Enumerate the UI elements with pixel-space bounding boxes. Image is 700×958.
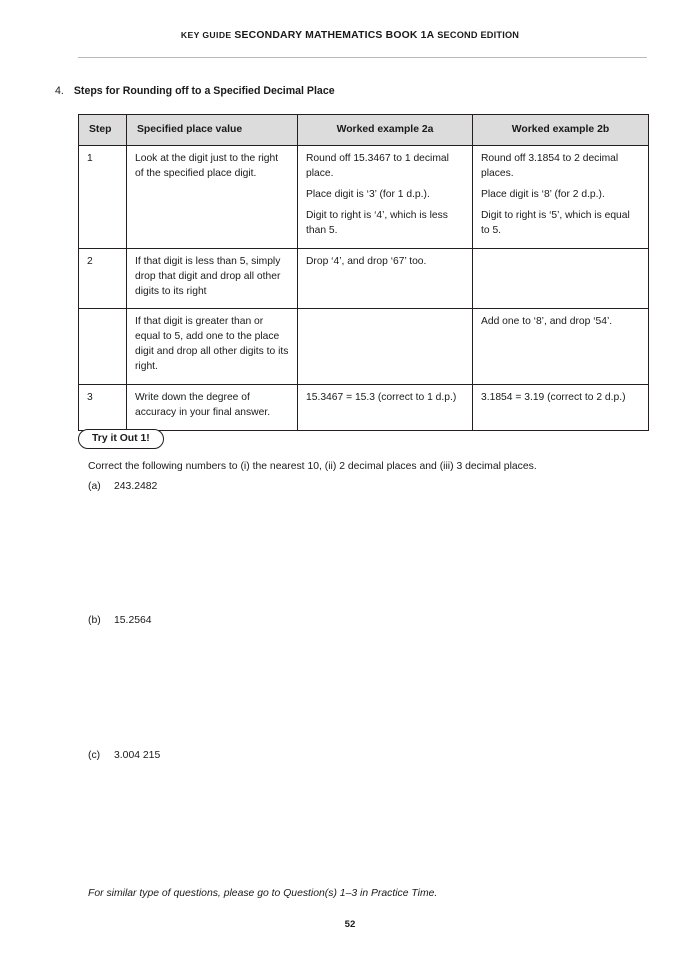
column-header-place-value: Specified place value [127,115,298,146]
table-row [79,309,649,385]
table-row [79,385,649,431]
question-label: (a) [88,481,101,492]
cell-text: Round off 3.1854 to 2 decimal places. [481,153,619,179]
cell-text: Look at the digit just to the right of the specified place digit. [135,153,279,179]
question-label: (b) [88,615,101,626]
cell-text: Digit to right is ‘5’, which is equal to 5. [481,209,630,236]
column-header-example-2b: Worked example 2b [473,115,649,146]
cell-text: Drop ‘4’, and drop ‘67’ too. [306,255,427,267]
cell-text: Place digit is ‘8’ (for 2 d.p.). [481,188,605,200]
cell-example-2a [298,385,473,431]
cell-step: 2 [79,248,127,309]
question-item-a [88,481,157,492]
cell-place-value [127,385,298,431]
question-item-c [88,750,160,761]
cell-example-2b [473,309,649,385]
cell-step: 1 [79,146,127,249]
cell-step: 3 [79,385,127,431]
cell-text: If that digit is greater than or equal to 5, add one to the place digit and drop all other digits to its right. [135,316,289,373]
running-head-main: SECONDARY MATHEMATICS BOOK 1A [234,30,435,41]
cell-text: Add one to ‘8’, and drop ‘54’. [481,316,613,328]
question-item-b [88,615,152,626]
question-text: 243.2482 [114,481,158,492]
cell-text: Digit to right is ‘4’, which is less than 5. [306,209,448,236]
column-header-example-2a: Worked example 2a [298,115,473,146]
steps-table [78,114,649,431]
cell-place-value [127,146,298,249]
cell-example-2b [473,146,649,249]
cell-example-2a [298,309,473,385]
page-number: 52 [344,919,356,930]
section-number: 4. [55,85,64,97]
table-row [79,146,649,249]
cell-text: If that digit is less than 5, simply drop that digit and drop all other digits to its right [135,255,281,297]
header-divider [78,57,647,58]
cell-example-2a [298,146,473,249]
running-head-prefix: KEY GUIDE [180,30,232,40]
section-title: Steps for Rounding off to a Specified Decimal Place [73,85,335,97]
question-text: 3.004 215 [114,750,161,761]
try-it-out-instruction: Correct the following numbers to (i) the nearest 10, (ii) 2 decimal places and (iii) 3 decimal places. [88,461,537,472]
try-it-out-badge: Try it Out 1! [78,429,164,449]
steps-table-wrapper [78,114,648,431]
cell-place-value [127,248,298,309]
cell-place-value [127,309,298,385]
question-label: (c) [88,750,101,761]
section-heading [55,85,335,97]
cell-text: 15.3467 = 15.3 (correct to 1 d.p.) [306,392,457,404]
cell-example-2b [473,248,649,309]
table-row [79,248,649,309]
column-header-step: Step [79,115,127,146]
table-header-row [79,115,649,146]
cell-example-2a [298,248,473,309]
running-head-suffix: SECOND EDITION [437,30,520,40]
question-text: 15.2564 [114,615,152,626]
cell-step [79,309,127,385]
cell-text: Place digit is ‘3’ (for 1 d.p.). [306,188,430,200]
running-head [0,30,700,41]
cell-text: Write down the degree of accuracy in your final answer. [135,392,271,419]
cell-example-2b [473,385,649,431]
cell-text: 3.1854 = 3.19 (correct to 2 d.p.) [481,392,626,404]
cell-text: Round off 15.3467 to 1 decimal place. [306,153,449,179]
practice-time-note: For similar type of questions, please go to Question(s) 1–3 in Practice Time. [88,888,438,899]
